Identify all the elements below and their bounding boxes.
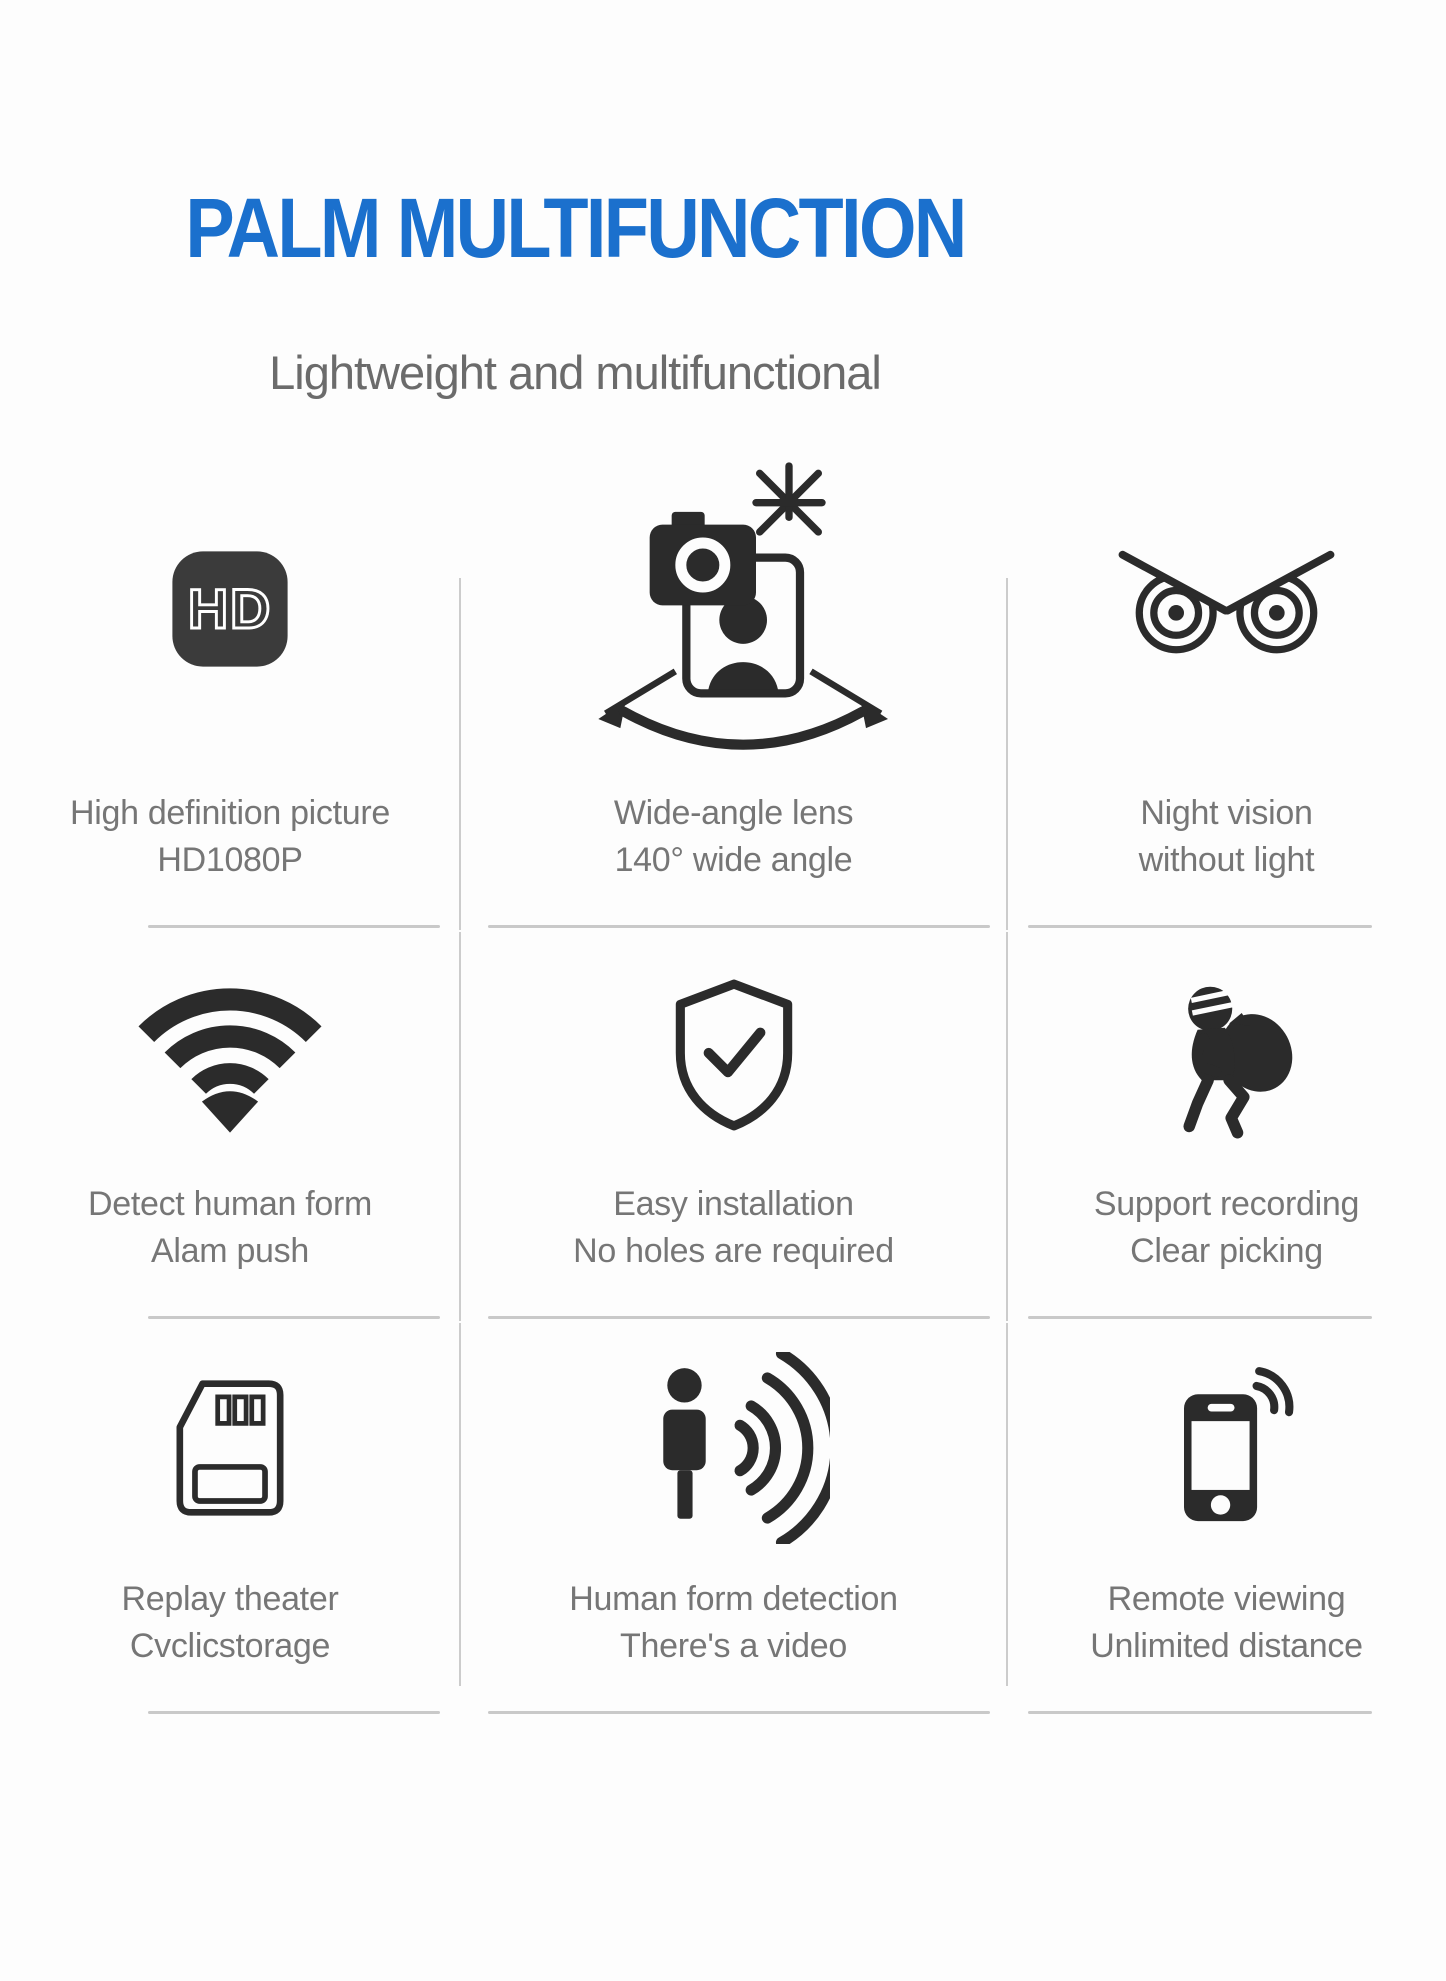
- feature-caption-line: Alam push: [151, 1232, 309, 1271]
- feature-caption-line: High definition picture: [69, 794, 391, 833]
- feature-caption-line: Cvclicstorage: [129, 1627, 331, 1666]
- hd-badge-icon: [0, 428, 460, 790]
- feature-caption: [70, 790, 390, 884]
- feature-caption-line: Clear picking: [1130, 1232, 1323, 1271]
- feature-caption-line: Wide-angle lens: [613, 794, 854, 833]
- feature-caption-line: Human form detection: [569, 1580, 898, 1619]
- feature-caption: [1139, 790, 1315, 884]
- feature-caption: [614, 790, 853, 884]
- feature-caption: [122, 1576, 339, 1670]
- header: [0, 0, 1150, 400]
- feature-caption-line: without light: [1138, 841, 1315, 880]
- feature-grid: [0, 428, 1446, 1714]
- feature-cell-detect: [0, 928, 460, 1319]
- feature-caption-line: Unlimited distance: [1090, 1627, 1363, 1666]
- feature-cell-night-vision: [1007, 428, 1446, 928]
- page-subtitle: Lightweight and multifunctional: [269, 346, 881, 400]
- feature-caption-line: No holes are required: [573, 1232, 894, 1271]
- feature-caption: [569, 1576, 898, 1670]
- feature-caption-line: There's a video: [620, 1627, 847, 1666]
- hd-badge-label: HD: [187, 577, 273, 641]
- feature-caption: [1090, 1576, 1362, 1670]
- feature-caption-line: HD1080P: [157, 841, 303, 880]
- wide-angle-lens-icon: [460, 428, 1007, 790]
- feature-cell-recording: [1007, 928, 1446, 1319]
- feature-caption: [1094, 1181, 1359, 1275]
- smartphone-wifi-icon: [1007, 1319, 1446, 1576]
- divider: [488, 1711, 990, 1715]
- wifi-icon: [0, 928, 460, 1181]
- feature-caption: [573, 1181, 894, 1275]
- feature-cell-remote-viewing: [1007, 1319, 1446, 1714]
- feature-cell-hd: [0, 428, 460, 928]
- feature-cell-easy-install: [460, 928, 1007, 1319]
- shield-check-icon: [460, 928, 1007, 1181]
- divider: [1028, 1711, 1372, 1715]
- feature-caption-line: Replay theater: [121, 1580, 339, 1619]
- feature-caption-line: Easy installation: [613, 1185, 854, 1224]
- page-title: PALM MULTIFUNCTION: [185, 181, 965, 275]
- feature-caption: [88, 1181, 372, 1275]
- feature-caption-line: Detect human form: [87, 1185, 373, 1224]
- feature-caption-line: Remote viewing: [1107, 1580, 1346, 1619]
- sd-card-icon: [0, 1319, 460, 1576]
- divider: [148, 1711, 440, 1715]
- feature-cell-storage: [0, 1319, 460, 1714]
- human-detection-icon: [460, 1319, 1007, 1576]
- feature-caption-line: 140° wide angle: [614, 841, 853, 880]
- night-vision-icon: [1007, 428, 1446, 790]
- feature-caption-line: Support recording: [1093, 1185, 1360, 1224]
- burglar-icon: [1007, 928, 1446, 1181]
- feature-cell-wide-angle: [460, 428, 1007, 928]
- feature-caption-line: Night vision: [1140, 794, 1313, 833]
- feature-cell-human-detection: [460, 1319, 1007, 1714]
